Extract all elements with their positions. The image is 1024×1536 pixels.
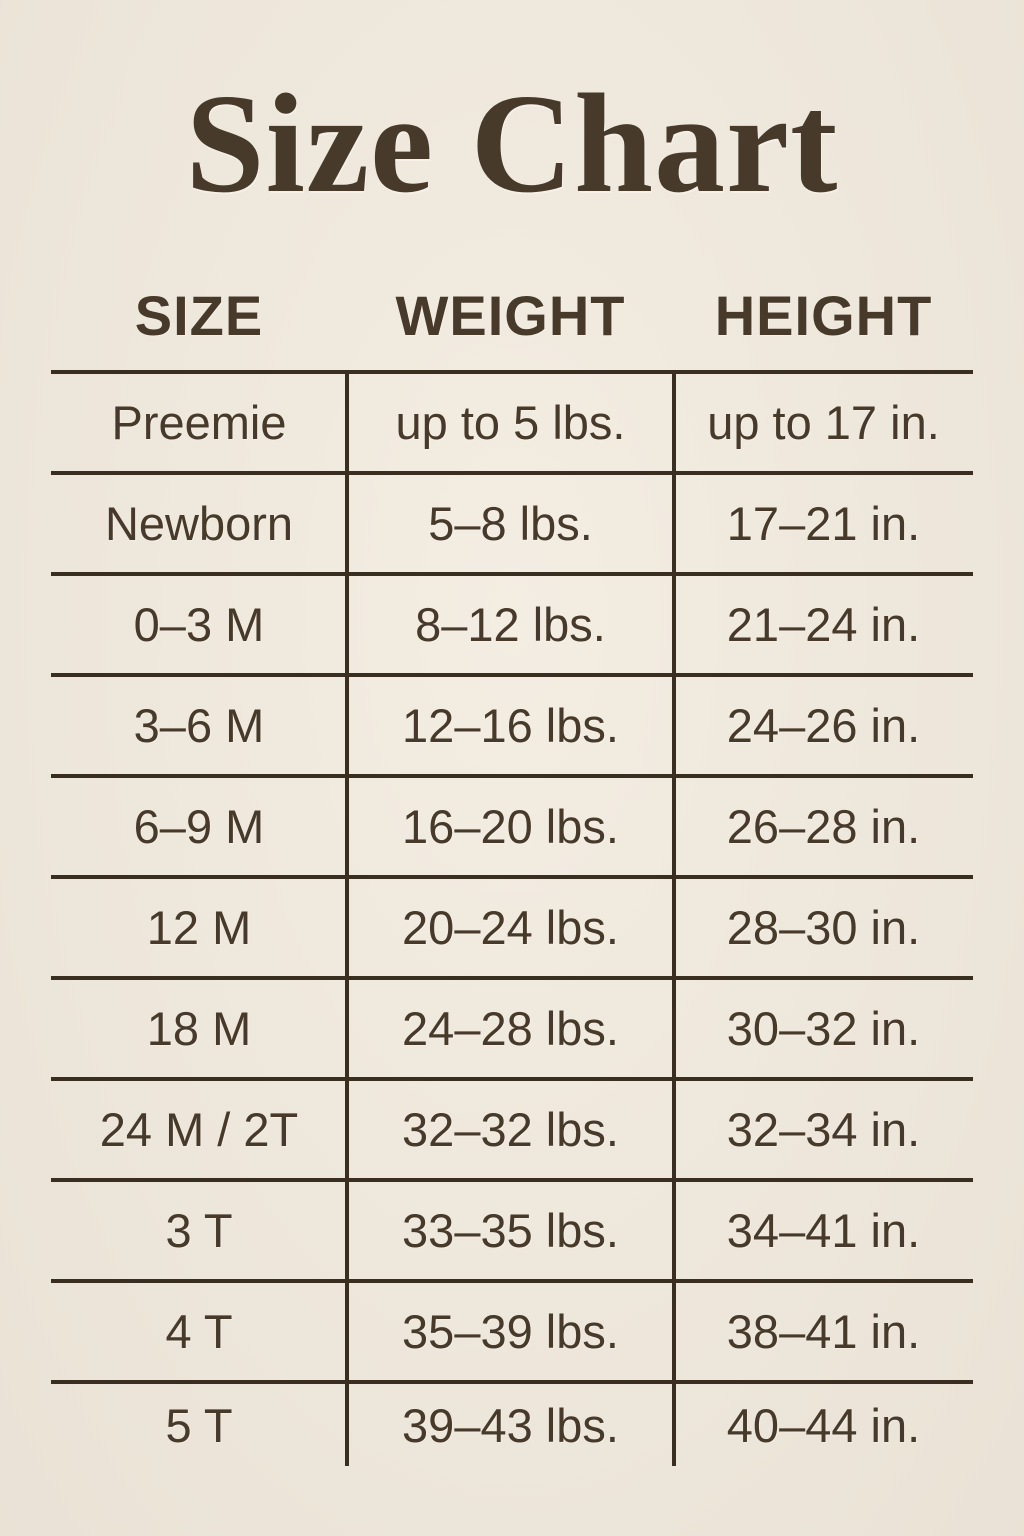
size-cell: 18 M [146, 1002, 252, 1055]
weight-cell: 8–12 lbs. [415, 598, 606, 651]
size-cell: Newborn [104, 497, 294, 550]
column-header-height: HEIGHT [714, 283, 933, 347]
weight-cell: 33–35 lbs. [402, 1204, 619, 1257]
size-table [51, 370, 973, 1466]
column-header-weight: WEIGHT [395, 283, 626, 347]
weight-cell: 12–16 lbs. [402, 699, 619, 752]
table-row [51, 875, 973, 976]
size-cell: 24 M / 2T [99, 1103, 299, 1156]
size-cell: 12 M [146, 901, 252, 954]
height-cell: 30–32 in. [726, 1002, 921, 1055]
height-cell: up to 17 in. [707, 396, 940, 449]
weight-cell: 24–28 lbs. [402, 1002, 619, 1055]
size-cell: 5 T [165, 1398, 233, 1452]
weight-cell: 39–43 lbs. [402, 1398, 619, 1452]
page-title: Size Chart [185, 64, 839, 222]
size-cell: 3 T [165, 1204, 233, 1257]
table-row [51, 1380, 973, 1466]
height-cell: 40–44 in. [726, 1398, 921, 1452]
weight-cell: 32–32 lbs. [402, 1103, 619, 1156]
weight-cell: 35–39 lbs. [402, 1305, 619, 1358]
weight-cell: up to 5 lbs. [395, 396, 626, 449]
weight-cell: 20–24 lbs. [402, 901, 619, 954]
column-divider-1 [345, 370, 349, 1466]
size-cell: 4 T [165, 1305, 233, 1358]
table-row [51, 774, 973, 875]
size-cell: Preemie [111, 396, 287, 449]
table-row [51, 976, 973, 1077]
size-cell: 3–6 M [133, 699, 265, 752]
height-cell: 24–26 in. [726, 699, 921, 752]
size-cell: 0–3 M [133, 598, 265, 651]
weight-cell: 16–20 lbs. [402, 800, 619, 853]
table-row [51, 572, 973, 673]
size-cell: 6–9 M [133, 800, 265, 853]
height-cell: 28–30 in. [726, 901, 921, 954]
height-cell: 38–41 in. [726, 1305, 921, 1358]
column-header-size: SIZE [134, 283, 264, 347]
table-row [51, 1077, 973, 1178]
column-divider-2 [672, 370, 676, 1466]
table-row [51, 471, 973, 572]
height-cell: 34–41 in. [726, 1204, 921, 1257]
height-cell: 17–21 in. [726, 497, 921, 550]
height-cell: 21–24 in. [726, 598, 921, 651]
table-header-row [51, 230, 973, 370]
height-cell: 26–28 in. [726, 800, 921, 853]
table-row [51, 673, 973, 774]
table-row [51, 1279, 973, 1380]
height-cell: 32–34 in. [726, 1103, 921, 1156]
table-row [51, 1178, 973, 1279]
table-row [51, 370, 973, 471]
weight-cell: 5–8 lbs. [428, 497, 593, 550]
